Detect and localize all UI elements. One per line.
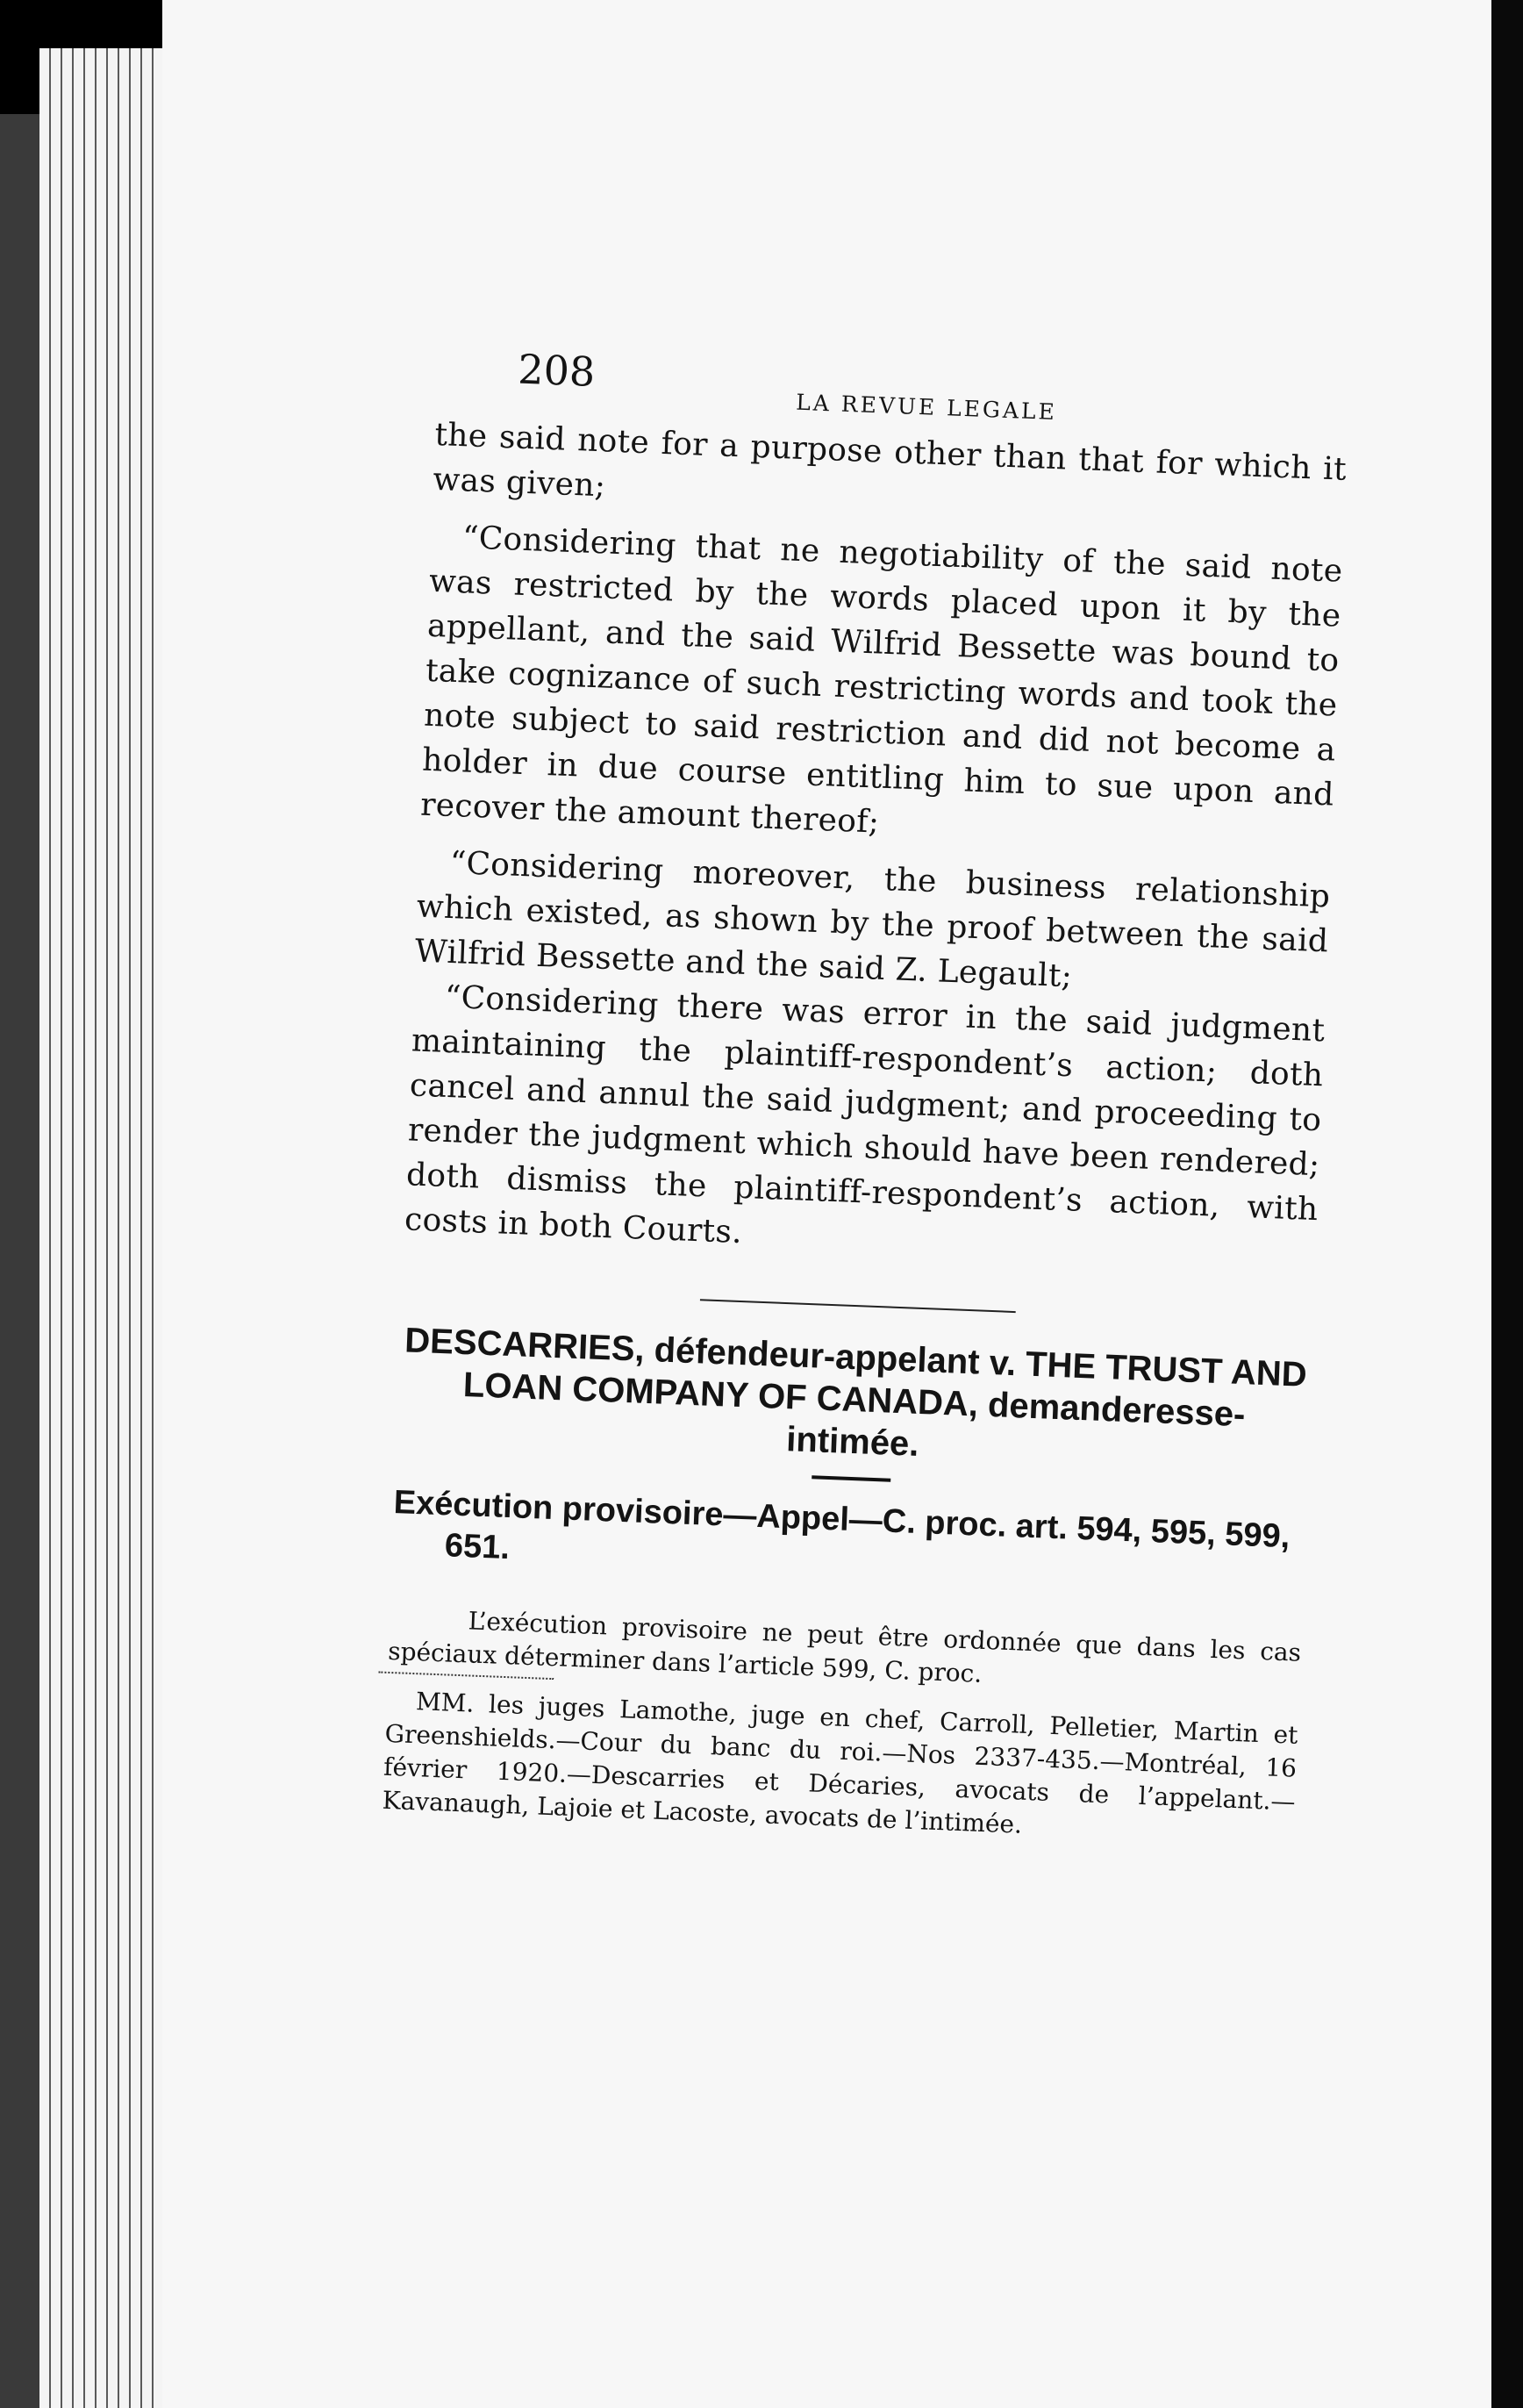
journal-title: LA REVUE LEGALE xyxy=(795,389,1058,426)
section-divider xyxy=(700,1299,1016,1313)
case-citation: MM. les juges Lamothe, juge en chef, Carroll, Pelletier, Martin et Greenshields.—Cour du banc du roi.—Nos 2337-435.—Montréal, 16 février 1920.—Descarries et Décaries, avocats de l’appelant.—Kavanaugh, Lajoie et Lacoste, avocats de l’intimée. xyxy=(382,1687,1299,1839)
page-number: 208 xyxy=(517,345,597,396)
paragraph-considering-negotiability: “Considering that ne negotiability of the said note was restricted by the words placed upon it by the appellant, and the said Wilfrid Bessette was bound to take cognizance of such restricting words and took the note subject to said restriction and did not become a holder in due course entitling him to sue upon and recover the amount thereof; xyxy=(419,520,1344,841)
title-divider xyxy=(812,1475,890,1481)
case-subject: Exécution provisoire—Appel—C. proc. art. 594, 595, 599, 651. xyxy=(393,1484,1291,1567)
paragraph-considering-relationship: “Considering moreover, the business relationship which existed, as shown by the proof between the said Wilfrid Bessette and the said Z. Legault; xyxy=(414,844,1331,995)
paragraph-considering-error: “Considering there was error in the said judgment maintaining the plaintiff-respondent’s action; doth cancel and annul the said judgment; and proceeding to render the judgment which should have been rendered; doth dismiss the plaintiff-respondent’s action, with costs in both Courts. xyxy=(404,978,1326,1251)
page-content xyxy=(382,333,1350,1853)
scan-background-right xyxy=(1491,0,1523,2408)
paragraph-continuation: the said note for a purpose other than that for which it was given; xyxy=(432,416,1348,505)
case-title: DESCARRIES, défendeur-appelant v. THE TRUST AND LOAN COMPANY OF CANADA, demanderesse-intimée. xyxy=(404,1321,1308,1464)
case-headnote: L’exécution provisoire ne peut être ordonnée que dans les cas spéciaux déterminer dans l’article 599, C. proc. xyxy=(387,1606,1302,1688)
page-edges xyxy=(39,48,171,2408)
